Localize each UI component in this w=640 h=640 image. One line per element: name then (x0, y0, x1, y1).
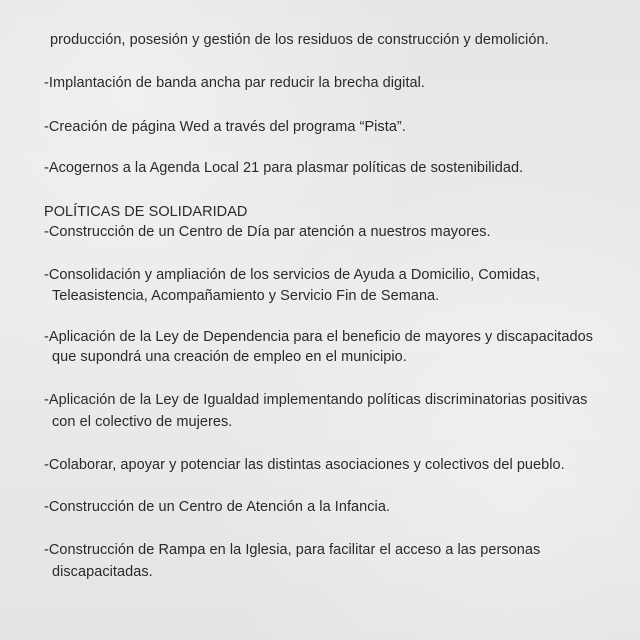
paragraph-ramp-line2: discapacitadas. (52, 564, 153, 580)
paragraph-continuation: producción, posesión y gestión de los residuos de construcción y demolición. (50, 32, 549, 48)
paragraph-equality-law-line2: con el colectivo de mujeres. (52, 414, 233, 430)
paragraph-home-services-line1: -Consolidación y ampliación de los servicios de Ayuda a Domicilio, Comidas, (44, 267, 540, 283)
paragraph-home-services-line2: Teleasistencia, Acompañamiento y Servicio Fin de Semana. (52, 288, 440, 304)
paragraph-dependency-law-line2: que supondrá una creación de empleo en el municipio. (52, 349, 407, 365)
paragraph-webpage: -Creación de página Wed a través del programa “Pista”. (44, 119, 406, 135)
paragraph-broadband: -Implantación de banda ancha par reducir la brecha digital. (44, 75, 425, 91)
paragraph-day-center: -Construcción de un Centro de Día par atención a nuestros mayores. (44, 224, 491, 240)
section-heading: POLÍTICAS DE SOLIDARIDAD (44, 204, 248, 220)
paragraph-agenda-21: -Acogernos a la Agenda Local 21 para plasmar políticas de sostenibilidad. (44, 160, 524, 176)
paragraph-equality-law-line1: -Aplicación de la Ley de Igualdad implementando políticas discriminatorias positivas (44, 392, 588, 408)
paragraph-childcare-center: -Construcción de un Centro de Atención a la Infancia. (44, 499, 391, 515)
paragraph-ramp-line1: -Construcción de Rampa en la Iglesia, para facilitar el acceso a las personas (44, 542, 541, 558)
paragraph-dependency-law-line1: -Aplicación de la Ley de Dependencia para el beneficio de mayores y discapacitados (44, 329, 593, 345)
paragraph-associations: -Colaborar, apoyar y potenciar las distintas asociaciones y colectivos del pueblo. (44, 457, 565, 473)
